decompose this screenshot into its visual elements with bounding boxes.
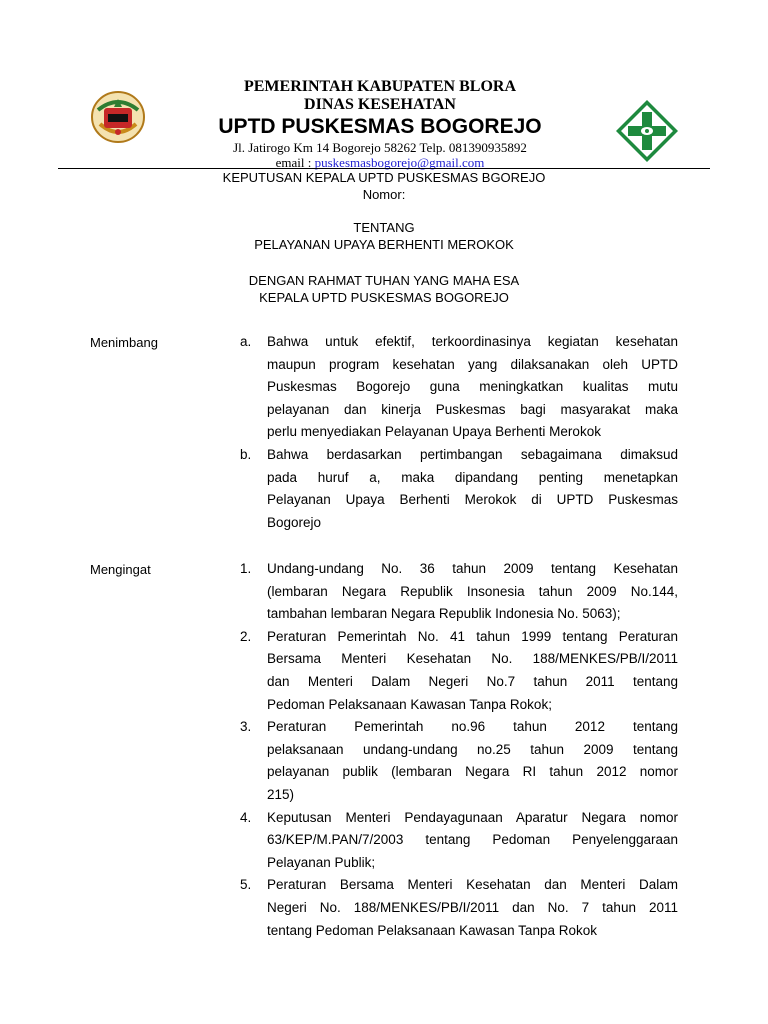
item-text xyxy=(267,716,678,806)
item-text-line: Peraturan Bersama Menteri Kesehatan dan Menteri Dalam xyxy=(267,877,678,893)
item-text-line: Peraturan Pemerintah No. 41 tahun 1999 tentang Peraturan xyxy=(267,628,678,644)
mengingat-item xyxy=(240,626,678,716)
item-text-line: dan Menteri Dalam Negeri No.7 tahun 2011 tentang xyxy=(267,673,678,689)
preamble-rahmat: DENGAN RAHMAT TUHAN YANG MAHA ESA xyxy=(248,273,520,288)
item-text-line: tentang Pedoman Pelaksanaan Kawasan Tanpa Rokok xyxy=(267,922,597,938)
mengingat-item xyxy=(240,874,678,942)
item-marker: 3. xyxy=(240,719,252,735)
item-text-line: Puskesmas Bogorejo guna meningkatkan kualitas mutu xyxy=(267,379,678,395)
item-text-line: 63/KEP/M.PAN/7/2003 tentang Pedoman Penyelenggaraan xyxy=(267,832,678,848)
item-text-line: Undang-undang No. 36 tahun 2009 tentang Kesehatan xyxy=(267,561,678,576)
item-text-line: maupun program kesehatan yang dilaksanakan oleh UPTD xyxy=(267,356,678,372)
decree-title-line1: KEPUTUSAN KEPALA UPTD PUSKESMAS BGOREJO xyxy=(222,170,546,185)
item-text-line: Negeri No. 188/MENKES/PB/I/2011 dan No. 7 tahun 2011 xyxy=(267,899,678,915)
item-text xyxy=(267,626,678,716)
blora-emblem-logo xyxy=(90,90,146,144)
institution-name: UPTD PUSKESMAS BOGOREJO xyxy=(218,115,542,138)
item-text-line: 215) xyxy=(267,786,295,802)
item-text-line: perlu menyediakan Pelayanan Upaya Berhenti Merokok xyxy=(267,424,601,440)
item-text-line: Keputusan Menteri Pendayagunaan Aparatur Negara nomor xyxy=(267,809,678,825)
item-text xyxy=(267,444,678,534)
menimbang-label: Menimbang xyxy=(90,335,158,350)
mengingat-item xyxy=(240,716,678,806)
item-text-line: Pelayanan Publik; xyxy=(267,854,376,870)
item-marker: b. xyxy=(240,446,252,462)
item-text xyxy=(267,331,678,444)
decree-subject xyxy=(0,219,768,253)
puskesmas-logo xyxy=(614,98,680,164)
preamble-kepala: KEPALA UPTD PUSKESMAS BOGOREJO xyxy=(259,290,509,305)
preamble xyxy=(0,272,768,306)
government-name: PEMERINTAH KABUPATEN BLORA xyxy=(243,78,516,95)
menimbang-item xyxy=(240,331,678,444)
item-text-line: Bahwa berdasarkan pertimbangan sebagaimana dimaksud xyxy=(267,446,678,462)
item-text-line: pelaksanaan undang-undang no.25 tahun 2009 tentang xyxy=(267,741,678,757)
item-text-line: Peraturan Pemerintah no.96 tahun 2012 tentang xyxy=(267,719,678,735)
item-text xyxy=(267,807,678,875)
item-marker: 2. xyxy=(240,628,252,644)
department-name: DINAS KESEHATAN xyxy=(304,96,456,113)
mengingat-label: Mengingat xyxy=(90,562,151,577)
subject-title: PELAYANAN UPAYA BERHENTI MEROKOK xyxy=(254,237,514,252)
decree-number: Nomor: xyxy=(362,187,406,202)
email-label: email : xyxy=(275,155,315,170)
menimbang-list xyxy=(240,331,678,534)
email-link[interactable]: puskesmasbogorejo@gmail.com xyxy=(314,155,485,170)
item-text xyxy=(267,558,678,626)
item-text-line: Bahwa untuk efektif, terkoordinasinya kegiatan kesehatan xyxy=(267,334,678,349)
item-text-line: Pelayanan Upaya Berhenti Merokok di UPTD Puskesmas xyxy=(267,492,678,508)
address: Jl. Jatirogo Km 14 Bogorejo 58262 Telp. 081390935892 xyxy=(233,140,527,155)
menimbang-item xyxy=(240,444,678,534)
item-text-line: (lembaran Negara Republik Insonesia tahun 2009 No.144, xyxy=(267,583,678,599)
tentang-label: TENTANG xyxy=(353,220,415,235)
item-text-line: tambahan lembaran Negara Republik Indonesia No. 5063); xyxy=(267,606,621,622)
letterhead xyxy=(150,78,610,170)
item-text-line: pada huruf a, maka dipandang penting menetapkan xyxy=(267,469,678,485)
item-marker: 4. xyxy=(240,809,252,825)
mengingat-item xyxy=(240,558,678,626)
item-text-line: pelayanan publik (lembaran Negara RI tahun 2012 nomor xyxy=(267,764,678,780)
item-text-line: Bogorejo xyxy=(267,514,322,530)
item-text-line: Pedoman Pelaksanaan Kawasan Tanpa Rokok; xyxy=(267,696,552,712)
item-marker: 1. xyxy=(240,561,252,576)
mengingat-item xyxy=(240,807,678,875)
item-text-line: Bersama Menteri Kesehatan No. 188/MENKES/PB/I/2011 xyxy=(267,651,678,667)
mengingat-list xyxy=(240,558,678,942)
item-text-line: pelayanan dan kinerja Puskesmas bagi masyarakat maka xyxy=(267,401,678,417)
decree-title xyxy=(0,169,768,203)
item-text xyxy=(267,874,678,942)
item-marker: 5. xyxy=(240,877,252,893)
item-marker: a. xyxy=(240,334,252,349)
